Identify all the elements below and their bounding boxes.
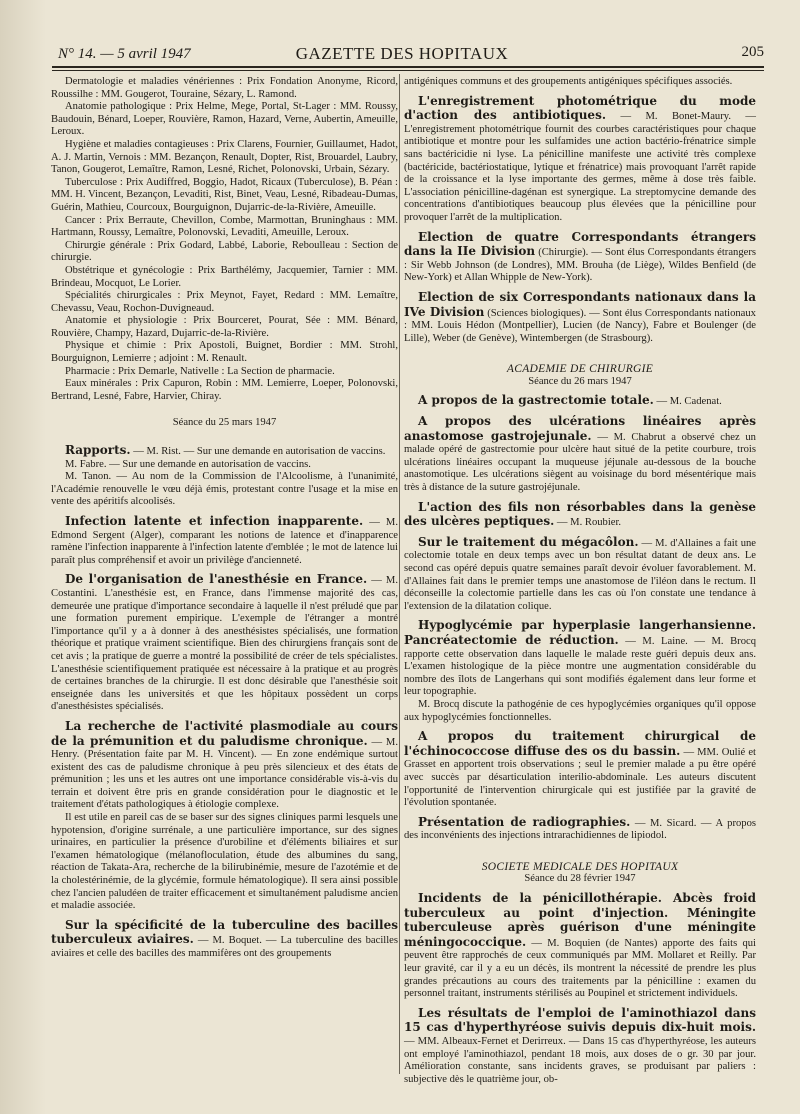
article-text: — M. Cadenat. [653,396,722,408]
article-text: (Chirurgie). — Sont élus Correspondants étrangers : Sir Webb Johnson (de Londres), MM. Brouha (de Liège), Wildes Benfield (de New-York) et Allan Whipple de New-York). [404,247,756,284]
section-heading: SOCIETE MEDICALE DES HOPITAUX [481,860,679,873]
article-title: A propos de la gastrectomie totale. [418,393,654,408]
article-title: Les résultats de l'emploi de l'aminothiazol dans 15 cas d'hyperthyréose suivis depuis dix-huit mois. [404,1005,756,1035]
article-title: Election de six Correspondants nationaux dans la IVe Division [404,289,756,319]
article [51,444,398,459]
prize-paragraph: Spécialités chirurgicales : Prix Meynot, Fayet, Redard : MM. Lemaître, Chevassu, Veau, Rochon-Duvigneaud. [51,290,398,314]
column-divider [399,74,400,1074]
article [404,231,756,285]
article [404,1007,756,1087]
article-title: Sur la spécificité de la tuberculine des bacilles tuberculeux aviaires. [51,917,398,947]
article-text: — MM. Albeaux-Fernet et Derirreux. — Dans 15 cas d'hyperthyréose, les auteurs ont employé l'aminothiazol, pendant 18 mois, aux doses de o gr. 30 par jour. Amélioration constante, sans incidents graves, se produisant par paliers : subjective dès le quatrième jour, ob- [404,1036,756,1085]
article [51,573,398,714]
prize-paragraph: Dermatologie et maladies vénériennes : Prix Fondation Anonyme, Ricord, Roussilhe : MM. Gougerot, Touraine, Sézary, L. Ramond. [51,76,398,100]
article-text: — MM. Oulié et Grasset en apportent trois observations ; seul le premier malade a pu être opéré avec succès par désarticulation interilio-abdominale. Les auteurs discutent l'opportunité de l'intervention chirurgicale qui est justifiée par la gravité de l'évolution spontanée. [404,746,756,809]
header-rule-thin [52,70,764,71]
journal-title: GAZETTE DES HOPITAUX [295,44,509,63]
prize-paragraph: Hygiène et maladies contagieuses : Prix Clarens, Fournier, Guillaumet, Hadot, A. J. Martin, Vernois : MM. Bezançon, Renault, Dopter, Rist, Brouardel, Laubry, Tanon, Gougerot, Lemaître, Ramon, Lesné, Richet, Polonovski, Urbain, Sézary. [51,138,398,176]
prize-paragraph: Anatomie pathologique : Prix Helme, Mege, Portal, St-Lager : MM. Roussy, Baudouin, Bénard, Loeper, Rouvière, Ramon, Hazard, Verne, Aubertin, Ameuille, Leroux. [51,101,398,138]
page-header [40,44,764,64]
prize-paragraph: Eaux minérales : Prix Capuron, Robin : MM. Lemierre, Loeper, Polonovski, Bertrand, Lesné, Fabre, Harvier, Chiray. [51,378,398,402]
article [404,816,756,843]
article-title: La recherche de l'activité plasmodiale au cours de la prémunition et du paludisme chronique. [51,718,398,748]
article-text: — M. Boquien (de Nantes) apporte des faits qui peuvent être rapprochés de ceux communiqués par MM. Mollaret et Reilly. Par leur gravité, car il y a eu un décès, ils montrent la nécessité de prendre les plus grandes précautions au cours des traitements par la pénicilline : examen du personnel traitant, instruments stérilisés au Poupinel et strictement individuels. [404,937,756,1000]
article-paragraph: M. Fabre. — Sur une demande en autorisation de vaccins. [65,458,311,470]
article-title: De l'organisation de l'anesthésie en France. [65,572,368,587]
article-title: L'enregistrement photométrique du mode d'action des antibiotiques. [404,93,756,123]
article-title: Hypoglycémie par hyperplasie langerhansienne. Pancréatectomie de réduction. [404,618,756,647]
header-rule [52,66,764,68]
article-title: Rapports. [65,443,131,458]
prize-paragraph: Obstétrique et gynécologie : Prix Barthélémy, Jacquemier, Tarnier : MM. Brindeau, Mocquot, Le Lorier. [51,264,398,289]
issue-date: N° 14. — 5 avril 1947 [58,46,191,62]
article-title: Incidents de la pénicillothérapie. Abcès froid tuberculeux au point d'injection. Méningite tuberculeuse après guérison d'une méningite méningococcique. [404,891,756,949]
article-paragraph: Il est utile en pareil cas de se baser sur des signes cliniques parmi lesquels une hypotension, d'origine surrénale, a une particulière importance, sur des signes urinaires, en particulier la présence d'urobiline et d'éléments biliaires et sur l'examen hématologique (mélanofloculation, étude des albumines du sang, réaction de Takata-Ara, recherche de la bilirubinémie, mesure de l'azotémie et de la cholestérinémie, de la glycémie, formule hématologique). Il sera ainsi possible chez l'ancien paludéen de traiter efficacement et simultanément paludisme ancien et maladie associée. [51,812,398,912]
article-text: — M. d'Allaines a fait une colectomie totale en deux temps avec un bon résultat datant de deux ans. Le second cas opéré depuis quatre semaines paraît devoir évoluer favorablement. M. d'Allaines fait dans le premier temps une anastomose de l'iléon dans le rectum. Il déconseille la colectomie partielle dans les cas où l'on constate une tendance à l'extension de la dilatation colique. [404,537,756,612]
session-date: Séance du 25 mars 1947 [172,417,277,429]
article-text: (Sciences biologiques). — Sont élus Correspondants nationaux : MM. Louis Hédon (Montpellier), Lucien (de Nancy), Fabre et Boulenger (de Lille), Weber (de Genève), Wintembergen (de Strasbourg). [404,307,756,344]
article [404,730,756,810]
prize-paragraph: Physique et chimie : Prix Apostoli, Buignet, Bordier : MM. Strohl, Bourguignon, Lemierre ; adjoint : M. Renault. [51,340,398,365]
right-column [404,76,756,1086]
article-title: Infection latente et infection inapparente. [65,514,364,528]
article [404,95,756,225]
prize-paragraph: Chirurgie générale : Prix Godard, Labbé, Laborie, Reboulleau : Section de chirurgie. [51,239,398,264]
article [404,415,756,495]
article-text: — M. Roubier. [554,517,622,529]
left-column [51,76,398,961]
article-title: Présentation de radiographies. [418,814,631,829]
page-number: 205 [741,44,764,60]
prize-paragraph: Anatomie et physiologie : Prix Bourceret, Pourat, Sée : MM. Bénard, Rouvière, Champy, Hazard, Dujarric-de-la-Rivière. [51,315,398,339]
article-title: Election de quatre Correspondants étrangers dans la IIe Division [404,229,756,259]
prize-paragraph: Cancer : Prix Berraute, Chevillon, Combe, Marmottan, Bruninghaus : MM. Hartmann, Roussy, Lemaître, Polonovski, Levaditi, Ameuille, Leroux. [51,214,398,239]
article [404,394,756,409]
article-text: — M. Rist. — Sur une demande en autorisation de vaccins. [130,446,386,458]
article-text: — M. Sicard. — A propos des inconvénients des injections intrarachidiennes de lipiodol. [404,817,756,842]
article-text: — M. Boquet. — La tuberculine des bacilles aviaires et celle des bacilles des mammifères ont des groupements [51,935,398,959]
article-text: — M. Laine. — M. Brocq rapporte cette observation dans laquelle le malade reste guéri depuis deux ans. L'examen histologique de la pièce montre une augmentation considérable du nombre des îlots de Langerhans qui sont modifiés également dans leur forme et leur topographie. [404,635,756,698]
article [404,892,756,1001]
prize-paragraph: Tuberculose : Prix Audiffred, Boggio, Hadot, Ricaux (Tuberculose), B. Péan : MM. H. Vincent, Bezançon, Levaditi, Rist, Binet, Veau, Lesné, Ribadeau-Dumas, Guérin, Mathieu, Courcoux, Bourguignon, Dujarric-de-la-Rivière, Ameuille. [51,176,398,213]
article-text: — M. Bonet-Maury. — L'enregistrement photométrique fournit des courbes caractéristiques pour chaque antibiotique et montre pour les sulfamides une action bactério-frénatrice simple sans bactéricidie ni lyse. La pénicilline manifeste une activité très complexe (bactéricide, bactériostatique, lytique et frénatrice) mais provoquant l'arrêt rapide de la croissance et la lyse importante des germes, même à dose très faible. L'association pénicilline-dagénan est synergique. La streptomycine demande des concentrations d'antibiotiques beaucoup plus élevées que la pénicilline pour provoquer l'arrêt de la multiplication. [404,111,757,223]
article [51,515,398,567]
page-edge-shadow [0,0,46,1114]
continued-paragraph: antigéniques communs et des groupements antigéniques spécifiques associés. [404,76,733,87]
article-text: — M. Chabrut a observé chez un malade opéré de gastrectomie pour ulcère haut situé de la petite courbure, trois ulcérations linéaires occupant la muqueuse jéjunale au-dessous de la bouche anastomotique. Les ulcérations siègent au voisinage du bord mésentérique mais très à distance de la suture gastrojéjunale. [404,431,756,494]
article [51,720,398,812]
section-session-date: Séance du 26 mars 1947 [528,375,632,387]
section-session-date: Séance du 28 février 1947 [524,873,636,885]
article [404,501,756,530]
article-title: A propos des ulcérations linéaires après anastomose gastrojejunale. [404,414,756,443]
article-text: — M. Henry. (Présentation faite par M. H. Vincent). — En zone endémique surtout existent des cas de paludisme chronique à peu près silencieux et des états de prémunition ; les uns et les autres ont une importance considérable vis-à-vis du terrain et doivent être pris en grande considération pour le diagnostic et le traitement d'états pathologiques à étiologie complexe. [51,736,398,811]
article-text: — M. Costantini. L'anesthésie est, en France, dans l'immense majorité des cas, demeurée une pratique d'importance secondaire à laquelle il n'est préludé que par une formation purement empirique. L'exemple de l'étranger a montré l'importance qu'il y a à donner à des anesthésistes spécialisés, une formation théorique et pratique vraiment scientifique. Bien des chirurgiens français sont de cet avis ; la pratique de guerre a montré la possibilité de créer de tels spécialistes. L'anesthésie scientifiquement pratiquée est nécessaire à la pratique et au progrès de certaines branches de la chirurgie. Il est donc désirable que l'anesthésie soit enseignée dans les universités et que les hôpitaux possèdent un corps d'anesthésistes spécialisés. [51,575,398,713]
article-title: A propos du traitement chirurgical de l'échinococcose diffuse des os du bassin. [404,729,756,758]
prize-paragraph: Pharmacie : Prix Demarle, Nativelle : La Section de pharmacie. [65,365,335,377]
article-title: Sur le traitement du mégacôlon. [418,534,639,549]
article-title: L'action des fils non résorbables dans la genèse des ulcères peptiques. [404,499,756,529]
article-text: — M. Edmond Sergent (Alger), comparant les notions de latence et d'inapparence ramène l'infection inapparente à l'infection latente d'emblée ; le mot de latence lui paraît plus compréhensif et avoir un privilège d'ancienneté. [51,517,398,566]
article [51,919,398,961]
article [404,536,756,614]
article [404,619,756,699]
section-heading: ACADEMIE DE CHIRURGIE [506,363,654,376]
article [404,291,756,345]
article-paragraph: M. Tanon. — Au nom de la Commission de l'Alcoolisme, à l'unanimité, l'Académie renouvelle le vœu déjà émis, protestant contre l'usage et la mise en vente des apéritifs alcoolisés. [51,471,398,508]
article-paragraph: M. Brocq discute la pathogénie de ces hypoglycémies organiques qu'il oppose aux hypoglycémies fonctionnelles. [404,698,756,723]
